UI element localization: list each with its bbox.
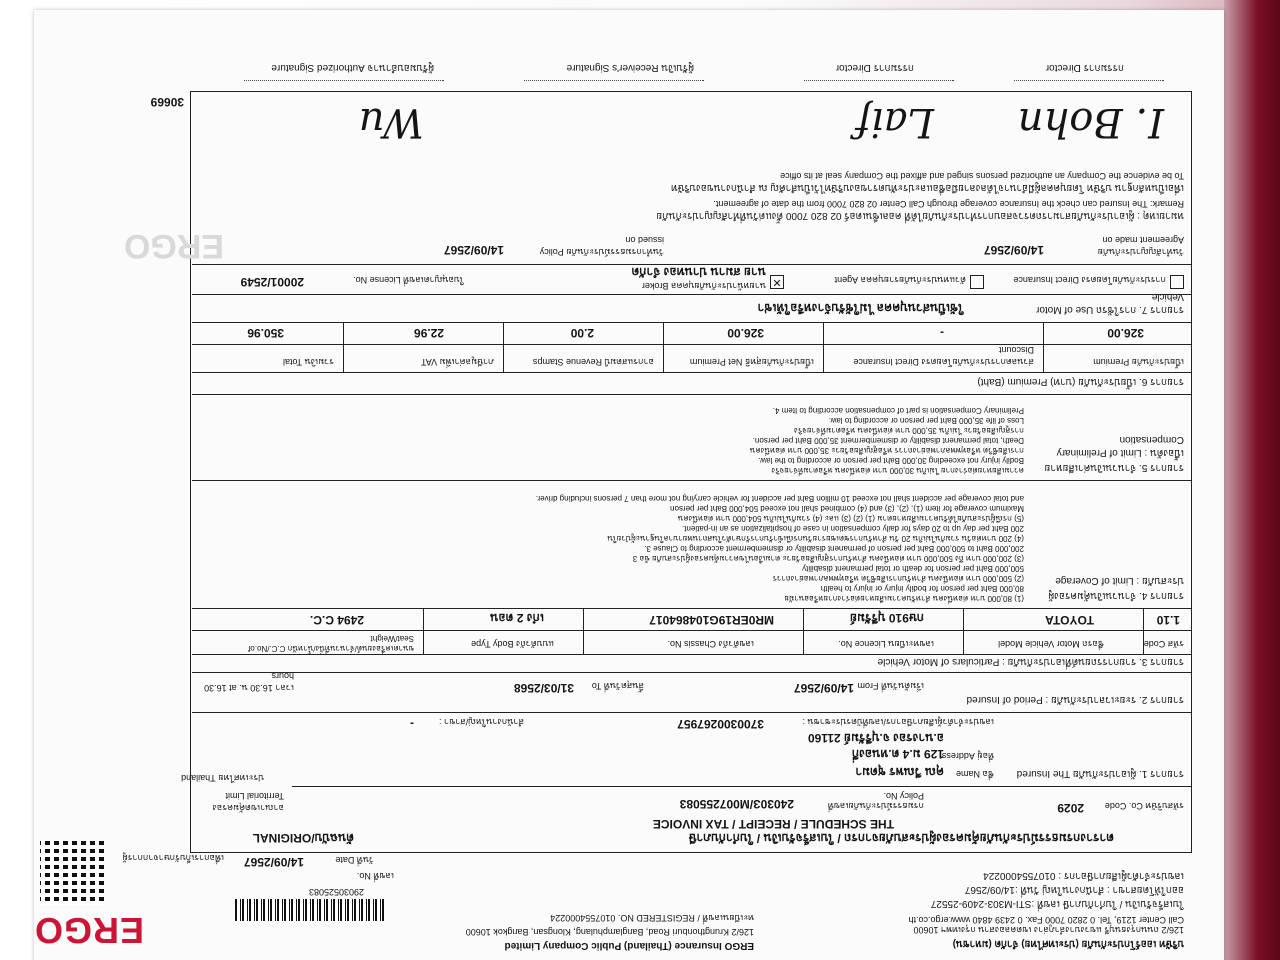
broker-label: นายหน้าประกันภัยบุคคล Broker <box>641 281 766 291</box>
item6-h-premium: เบี้ยประกันภัย Premium <box>1093 357 1184 367</box>
authorized-label: ผู้รับมอบอำนาจ Authorized Signature <box>271 62 434 73</box>
item3-h-body: แบบตัวถัง Body Type <box>471 639 554 649</box>
item6-label: รายการ 6. เบี้ยประกันภัย (บาท) Premium (Baht) <box>977 376 1184 387</box>
insured-name: คุณ วีณพร ชุดมา <box>855 765 944 779</box>
agreement-label: วันทำสัญญาประกันภัย Agreement made on <box>1097 235 1184 257</box>
item6-h-vat: ภาษีมูลค่าเพิ่ม VAT <box>420 357 494 367</box>
doc-no-label: เลขที่ No. <box>356 871 394 881</box>
territorial-value: ประเทศไทย Thailand <box>181 773 264 783</box>
taxid-value: 3700300267957 <box>677 717 764 731</box>
item4-line-4: 500,000 Baht per person for death or total permanent disability <box>802 564 1024 573</box>
item6-h-total: รวมเงิน Total <box>283 357 334 367</box>
agreement-date: 14/09/2567 <box>983 243 1044 257</box>
item3-cc: 2494 C.C. <box>309 613 364 627</box>
from-date: 14/09/2567 <box>793 681 854 695</box>
receiver-label: ผู้รับเงิน Receiver's Signature <box>566 62 694 73</box>
insured-address-2: อ.นางรอง จ.บุรีรัมย์ 21160 <box>807 731 944 745</box>
co-code-label: รหัสบริษัท Co. Code <box>1104 801 1184 811</box>
company-contact: Call Center 1219, Tel. 0 2820 7000 Fax. 0 2439 4840 www.ergo.co.th <box>908 915 1184 925</box>
to-date: 31/03/2568 <box>513 681 574 695</box>
footer-number: 30669 <box>150 95 184 109</box>
item4-line-6: 200,000 Baht to 500,000 Baht per person of permanent disability or dismemberment according to Clause 3. <box>644 544 1024 553</box>
item6-vat: 22.96 <box>413 326 444 340</box>
barcode-icon <box>234 899 384 921</box>
item5-line-5: การสูญเสียอวัยวะ ไม่เกิน 35,000 บาท ต่อหนึ่งคน หรือตามที่จ่ายจริง <box>793 426 1024 435</box>
item5-line-4: Death, total permanent disability or dismemberment 35,000 Baht per person. <box>752 436 1024 445</box>
doc-date: 14/09/2567 <box>243 855 304 869</box>
item3-h-chassis: เลขตัวถัง Chassis No. <box>667 639 754 649</box>
remark-th-2: เพื่อเป็นหลักฐาน บริษัท โดยบุคคลผู้มีอำนาจได้ลงลายมือชื่อและประทับตราของบริษัทไว้เป็นสำคัญ ณ สำนักงานของบริษัท <box>671 182 1184 193</box>
branch-label: สำนักงานใหญ่/สาขา : <box>439 717 524 727</box>
time-label: เวลา 16.30 น. at 16.30 hours <box>204 671 294 693</box>
co-code-value: 2029 <box>1057 801 1084 815</box>
item4-line-2: 80,000 Baht per person for bodily injury or injury to health <box>820 584 1024 593</box>
item6-total: 350.96 <box>247 326 284 340</box>
remark-th: หมายเหตุ : ผู้เอาประกันภัยสามารถตรวจสอบการทำประกันภัยได้ที่ คอลเซ็นเตอร์ 02 820 7000 ตั้งแต่วันที่ทำสัญญาประกันภัย <box>656 210 1184 221</box>
item4-label: รายการ 4. จำนวนเงินคุ้มครองผู้ประสบภัย : Limit of Coverage <box>1048 575 1184 601</box>
signature-director-1: I. Bohn <box>1017 99 1164 145</box>
insured-name-label: ชื่อ Name <box>955 769 994 779</box>
item3-h-model: ชื่อรถ Motor Vehicle Model <box>998 639 1104 649</box>
company-address-en: 126/2 Krungthonburi Road, Banglamphulang, Klongsan, Bangkok 10600 <box>465 927 754 937</box>
item1-label: รายการ 1. ผู้เอาประกันภัย The Insured <box>1016 768 1184 779</box>
company-address-th: 126/2 ถนนกรุงธนบุรี แขวงบางลำภูล่าง เขตคลองสาน กรุงเทพฯ 10600 <box>913 925 1184 935</box>
tax-id-line: เลขประจำตัวผู้เสียภาษีอากร : 0107554000224 <box>983 870 1184 881</box>
taxid-label: เลขประจำตัวผู้เสียภาษีอากร/เลขที่บัตรประชาชน : <box>802 717 994 727</box>
item6-h-discount: ส่วนลดการประกันภัยโดยตรง Direct Insurance Discount <box>853 345 1034 367</box>
item5-label: รายการ 5. จำนวนเงินค่าเสียหายเบื้องต้น : Limit of Preliminary Compensation <box>1044 434 1184 473</box>
agent-label: ตัวแทนประกันภัยรายบุคคล Agent <box>834 275 966 285</box>
item6-premium: 326.00 <box>1107 326 1144 340</box>
director-1-label: กรรมการ Director <box>1045 62 1124 73</box>
to-label: สิ้นสุดวันที่ To <box>591 681 644 691</box>
broker-checkbox: ✕ <box>770 275 784 289</box>
qr-code-icon <box>40 841 104 905</box>
ergo-watermark: ERGO <box>123 227 224 265</box>
registered-no: ทะเบียนเลขที่ / REGISTERED NO. 0107554000224 <box>550 913 754 923</box>
title-en: THE SCHEDULE / RECEIPT / TAX INVOICE <box>652 817 894 831</box>
signature-authorized: Wu <box>358 99 424 145</box>
item2-label: รายการ 2. ระยะเวลาประกันภัย : Period of Insured <box>966 694 1184 705</box>
ergo-logo: ERGO <box>33 910 144 951</box>
receipt-line: ใบเสร็จรับเงิน / ใบกำกับภาษี เลขที่ :STI-M303-2409-25527 <box>930 898 1184 909</box>
item3-label: รายการ 3. รายการรถยนต์ที่เอาประกันภัย : Particulars of Motor Vehicle <box>877 656 1184 667</box>
item5-line-1: ความเสียหายต่อร่างกาย ไม่เกิน 30,000 บาท ต่อหนึ่งคน หรือตามที่จ่ายจริง <box>771 466 1024 475</box>
policy-no: 24030З/M007255083 <box>679 797 794 811</box>
company-name-en: ERGO Insurance (Thailand) Public Company Limited <box>504 940 754 951</box>
item6-stamps: 2.00 <box>570 326 594 340</box>
issued-label: วันทำกรมธรรม์ประกันภัย Policy issued on <box>539 235 664 257</box>
direct-checkbox <box>1170 275 1184 289</box>
title-th: ตารางกรมธรรม์ประกันภัยคุ้มครองผู้ประสบภัยจากรถ / ใบเสร็จรับเงิน / ใบกำกับภาษี <box>688 831 1114 845</box>
insured-address-label: ที่อยู่ Address <box>941 751 994 761</box>
item4-line-7: (4) 200 บาทต่อวัน รวมกันไม่เกิน 20 วัน สำหรับการชดเชยรายวันกรณีเข้ารับการรักษาตัวในสถานพยาบาลในฐานะผู้ป่วยใน <box>607 534 1024 543</box>
item5-line-6: Loss of life 35,000 Baht per person or according to law. <box>828 416 1024 425</box>
signature-director-2: Laif <box>855 99 934 145</box>
original-note: เพื่อการเก็บรักษาจากการผู้ <box>122 853 224 863</box>
item3-model: TOYOTA <box>1045 613 1094 627</box>
policy-label-th: กรมธรรม์ประกันภัยเลขที่ <box>827 801 924 811</box>
item3-h-licence: เลขทะเบียน Licence No. <box>838 639 934 649</box>
policy-label-en: Policy No. <box>883 791 924 801</box>
red-folder-edge <box>1224 0 1280 960</box>
item7-value: ใช้เป็นส่วนบุคคล ไม่ใช้รับจ้างหรือให้เช่า <box>757 301 964 315</box>
direct-label: การประกันภัยโดยตรง Direct Insurance <box>1013 275 1166 285</box>
item3-h-cc: ขนาดเครื่องยนต์/จำนวนที่นั่ง/น้ำหนัก C.C./No.of Seat/Weight <box>248 634 414 653</box>
item6-h-stamps: อากรแสตมป์ Revenue Stamps <box>532 357 654 367</box>
branch-value: - <box>410 717 414 731</box>
remark-en: Remark: The Insured can check the Insurance coverage through Call Center 02 820 7000 from the date of agreement. <box>713 199 1184 209</box>
item3-body: เก๋ง 2 ตอน <box>490 611 544 625</box>
item5-line-7: Preliminary Compensation is part of compensation according to Item 4. <box>772 406 1024 415</box>
item4-line-9: (5) กรณีผู้ประสบภัยได้รับความเสียหายตาม (1) (2) (3) และ (4) รวมกันไม่เกิน 504,000 บาท ต่อหนึ่งคน <box>677 514 1024 523</box>
from-label: เริ่มต้นวันที่ From <box>857 681 924 691</box>
document-sheet <box>34 10 1224 960</box>
item3-chassis: MR0ER19G104864017 <box>649 613 774 627</box>
license-no: 20001/2549 <box>240 275 304 289</box>
original-label: ต้นฉบับ/ORIGINAL <box>252 831 354 845</box>
doc-date-label: วันที่ Date <box>335 855 374 865</box>
director-2-label: กรรมการ Director <box>835 62 914 73</box>
item5-line-2: Bodily injury not exceeding 30,000 Baht per person or according to the law. <box>758 456 1024 465</box>
item6-discount: - <box>940 326 944 340</box>
item3-h-code: รหัส Code <box>1143 639 1184 649</box>
issued-date: 14/09/2567 <box>443 243 504 257</box>
branch-line: ออกให้โดยสาขา : สำนักงานใหญ่ วันที่ :14/09/2567 <box>964 884 1184 895</box>
territorial-label: อาณาเขตคุ้มครอง Territorial Limit <box>212 791 284 813</box>
doc-number: 29030525083 <box>308 887 364 897</box>
item7-label: รายการ 7. การใช้รถ Use of Motor Vehicle <box>1036 291 1184 315</box>
company-name-th: บริษัท เออร์โกประกันภัย (ประเทศไทย) จำกัด (มหาชน) <box>952 938 1184 949</box>
item4-line-5: (3) 200,000 บาท ถึง 500,000 บาท ต่อหนึ่งคน สำหรับการสูญเสียอวัยวะ ตามเงื่อนไขความคุ้มครองผู้ประสบภัย ข้อ 3 <box>632 554 1024 563</box>
broker-name: นาย สมาน ปานทอง จำกัด <box>631 265 766 279</box>
item5-line-3: การเสียชีวิต หรือทุพพลภาพอย่างถาวร หรือสูญเสียอวัยวะ 35,000 บาท ต่อหนึ่งคน <box>749 446 1024 455</box>
item4-line-3: (2) 500,000 บาท ต่อหนึ่งคน สำหรับการเสียชีวิต หรือทุพพลภาพอย่างถาวร <box>772 574 1024 583</box>
item6-net: 326.00 <box>727 326 764 340</box>
item4-line-11: and total coverage per accident shall not exceed 10 million Baht per accident for vehicle carrying not more than 7 persons including driver. <box>535 494 1024 503</box>
item3-code: 1.10 <box>1156 613 1180 627</box>
item4-line-10: Maximum coverage for item (1), (2), (3) and (4) combined shall not exceed 504,000 Baht per person <box>670 504 1024 513</box>
license-label: ใบอนุญาตเลขที่ License No. <box>353 275 464 285</box>
item6-h-net: เบี้ยประกันภัยสุทธิ Net Premium <box>689 357 814 367</box>
insured-address-1: 129 ม.4 ต.หนองกี่ <box>851 747 944 761</box>
item4-line-8: 200 Baht per day up to 20 days for daily compensation in case of hospitalization as an in-patient. <box>682 524 1024 533</box>
item3-licence: กษ910 บุรีรัมย์ <box>850 611 924 625</box>
remark-en-2: To be evidence the Company an authorized persons singed and affixed the Company seal at its office <box>780 171 1184 181</box>
agent-checkbox <box>970 275 984 289</box>
item4-line-1: (1) 80,000 บาท ต่อหนึ่งคน สำหรับความเสียหายต่อร่างกายหรืออนามัย <box>784 594 1024 603</box>
